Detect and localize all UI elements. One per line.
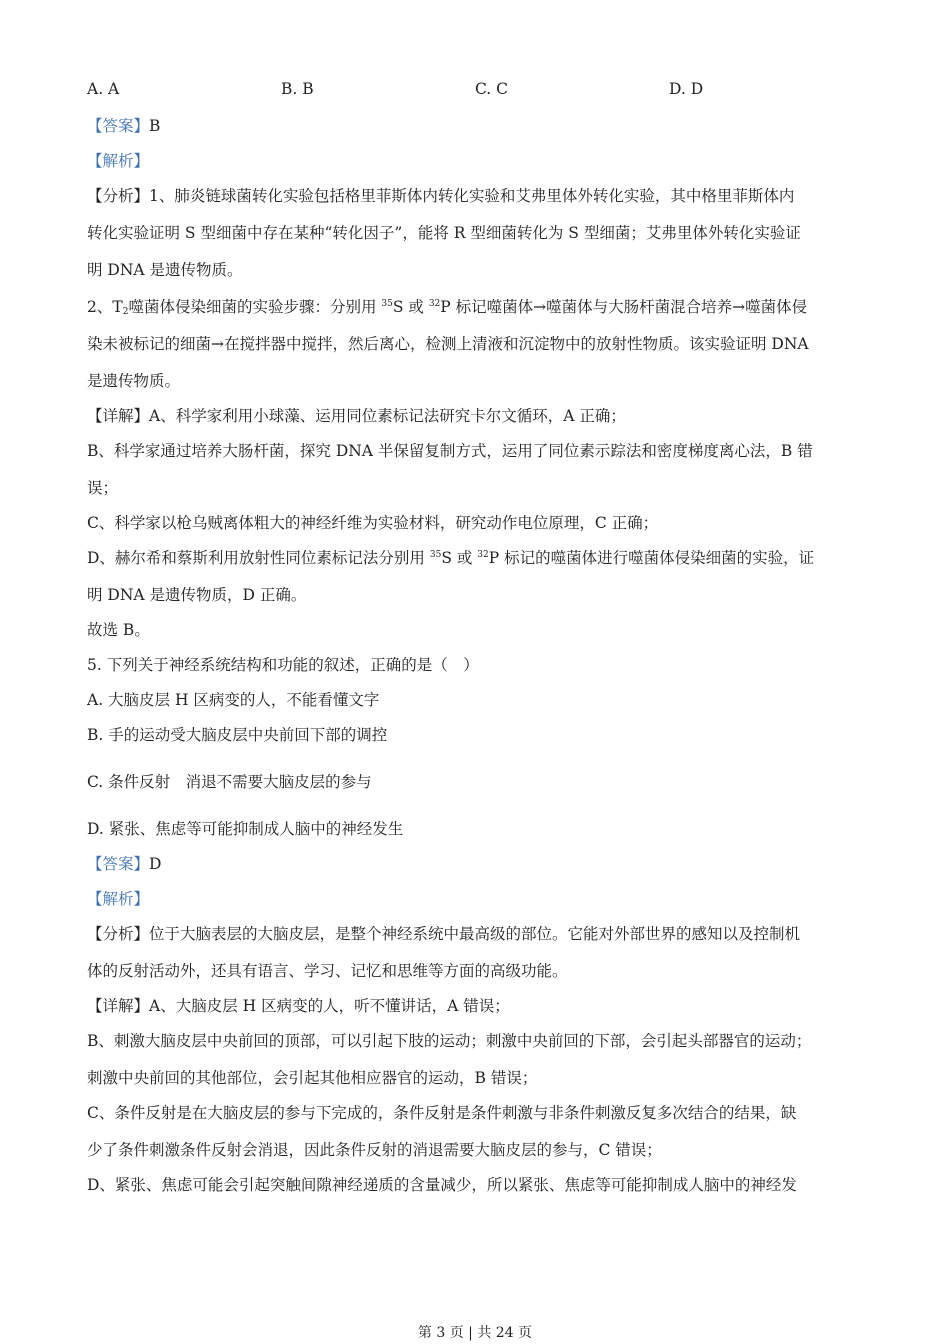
q4-phage-experiment: 2、$T_2$噬菌体侵染细菌的实验步骤：分别用 $^{35}$S 或 $^{32}$P 标记噬菌体→噬菌体与大肠杆菌混合培养→噬菌体侵: [87, 298, 808, 317]
option-a: A. A: [87, 80, 120, 98]
q4-phage-line3: 是遗传物质。: [87, 372, 181, 390]
q4-phage-line2: 染未被标记的细菌→在搅拌器中搅拌，然后离心，检测上清液和沉淀物中的放射性物质。该实验证明 DNA: [87, 335, 809, 353]
q5-option-d: D. 紧张、焦虑等可能抑制成人脑中的神经发生: [87, 820, 404, 838]
q5-option-b: B. 手的运动受大脑皮层中央前回下部的调控: [87, 726, 388, 744]
q5-fenxi-line2: 体的反射活动外，还具有语言、学习、记忆和思维等方面的高级功能。: [87, 962, 568, 980]
q5-answer: 【答案】D: [87, 855, 162, 873]
q4-detail-b-line2: 误；: [87, 479, 119, 497]
q4-fenxi-line2: 转化实验证明 S 型细菌中存在某种“转化因子”，能将 R 型细菌转化为 S 型细菌；艾弗里体外转化实验证: [87, 224, 801, 242]
option-c: C. C: [475, 80, 509, 98]
q4-fenxi-line3: 明 DNA 是遗传物质。: [87, 261, 243, 279]
q4-detail-c: C、科学家以枪乌贼离体粗大的神经纤维为实验材料，研究动作电位原理，C 正确；: [87, 514, 659, 532]
q5-stem: 5. 下列关于神经系统结构和功能的叙述，正确的是（ ）: [87, 656, 479, 674]
page-footer: 第 3 页 | 共 24 页: [417, 1325, 533, 1341]
q4-fenxi: 【分析】1、肺炎链球菌转化实验包括格里菲斯体内转化实验和艾弗里体外转化实验，其中格里菲斯体内: [87, 187, 795, 205]
q5-option-a: A. 大脑皮层 H 区病变的人，不能看懂文字: [87, 691, 380, 709]
q5-detail-a: 【详解】A、大脑皮层 H 区病变的人，听不懂讲话，A 错误；: [87, 997, 510, 1015]
q4-detail-b: B、科学家通过培养大肠杆菌，探究 DNA 半保留复制方式，运用了同位素示踪法和密度梯度离心法，B 错: [87, 442, 813, 460]
q4-detail-a: 【详解】A、科学家利用小球藻、运用同位素标记法研究卡尔文循环，A 正确；: [87, 407, 626, 425]
q5-detail-c-line2: 少了条件刺激条件反射会消退，因此条件反射的消退需要大脑皮层的参与，C 错误；: [87, 1141, 662, 1159]
q5-option-c: C. 条件反射 消退不需要大脑皮层的参与: [87, 773, 372, 791]
q4-detail-d: D、赫尔希和蔡斯利用放射性同位素标记法分别用 $^{35}$S 或 $^{32}$P 标记的噬菌体进行噬菌体侵染细菌的实验，证: [87, 549, 815, 567]
option-d: D. D: [669, 80, 704, 98]
q4-analysis-tag: 【解析】: [87, 152, 150, 170]
previous-question-options: [87, 80, 867, 102]
q4-detail-d-line2: 明 DNA 是遗传物质，D 正确。: [87, 586, 307, 604]
q5-analysis-tag: 【解析】: [87, 890, 150, 908]
q5-detail-b-line2: 刺激中央前回的其他部位，会引起其他相应器官的运动，B 错误；: [87, 1069, 538, 1087]
q5-fenxi: 【分析】位于大脑表层的大脑皮层，是整个神经系统中最高级的部位。它能对外部世界的感知以及控制机: [87, 925, 801, 943]
q5-detail-c: C、条件反射是在大脑皮层的参与下完成的，条件反射是条件刺激与非条件刺激反复多次结合的结果，缺: [87, 1104, 797, 1122]
option-b: B. B: [281, 80, 314, 98]
q4-answer: 【答案】B: [87, 117, 161, 135]
q4-conclusion: 故选 B。: [87, 621, 150, 639]
answer-tag: 【答案】: [87, 117, 150, 135]
q5-detail-d: D、紧张、焦虑可能会引起突触间隙神经递质的含量减少，所以紧张、焦虑等可能抑制成人脑中的神经发: [87, 1176, 797, 1194]
q5-detail-b: B、刺激大脑皮层中央前回的顶部，可以引起下肢的运动；刺激中央前回的下部，会引起头部器官的运动；: [87, 1032, 812, 1050]
